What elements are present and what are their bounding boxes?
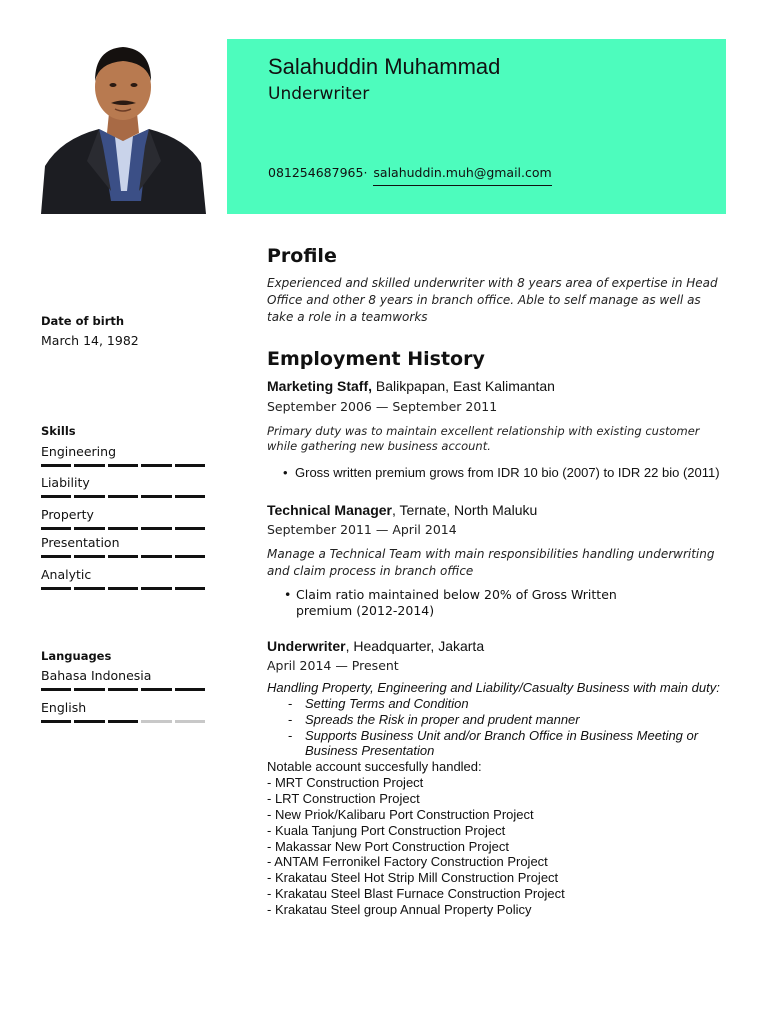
email-link[interactable]: salahuddin.muh@gmail.com xyxy=(373,165,551,186)
rating-segment xyxy=(108,720,138,723)
contact-separator: · xyxy=(363,165,368,180)
rating-segment xyxy=(41,555,71,558)
job-3-duties xyxy=(288,696,718,759)
phone-number: 081254687965 xyxy=(268,165,364,180)
notable-item: - Krakatau Steel Blast Furnace Construction Project xyxy=(267,886,565,902)
rating-segment xyxy=(175,587,205,590)
rating-row xyxy=(41,668,205,691)
rating-bar xyxy=(41,527,205,530)
job-2-bullet xyxy=(284,587,676,619)
duty-item xyxy=(288,728,718,758)
rating-bar xyxy=(41,587,205,590)
bullet-icon: • xyxy=(284,587,292,602)
rating-segment xyxy=(74,464,104,467)
rating-bar xyxy=(41,495,205,498)
duty-text: Spreads the Risk in proper and prudent manner xyxy=(305,712,580,727)
rating-bar xyxy=(41,555,205,558)
rating-label: Analytic xyxy=(41,567,92,582)
rating-segment xyxy=(141,527,171,530)
job-2-title xyxy=(267,502,537,518)
rating-segment xyxy=(141,555,171,558)
rating-segment xyxy=(141,720,171,723)
job-3-dates: April 2014 — Present xyxy=(267,658,399,673)
profile-photo xyxy=(41,41,206,214)
rating-segment xyxy=(175,464,205,467)
job-2-role: Technical Manager xyxy=(267,502,393,518)
notable-item: - Kuala Tanjung Port Construction Project xyxy=(267,822,506,838)
rating-segment xyxy=(175,555,205,558)
header-banner xyxy=(227,39,726,214)
rating-segment xyxy=(74,555,104,558)
rating-segment xyxy=(141,464,171,467)
rating-row xyxy=(41,535,205,558)
job-1-bullet-text: Gross written premium grows from IDR 10 bio (2007) to IDR 22 bio (2011) xyxy=(295,465,720,480)
job-1-bullet xyxy=(283,465,720,481)
notable-item: - MRT Construction Project xyxy=(267,774,424,790)
skills-label: Skills xyxy=(41,424,76,438)
rating-row xyxy=(41,700,205,723)
rating-row xyxy=(41,444,205,467)
rating-segment xyxy=(41,587,71,590)
duty-text: Setting Terms and Condition xyxy=(305,696,469,711)
rating-segment xyxy=(74,720,104,723)
job-1-dates: September 2006 — September 2011 xyxy=(267,399,498,414)
job-3-title xyxy=(267,638,484,654)
job-2-location: , Ternate, North Maluku xyxy=(392,502,538,518)
person-name: Salahuddin Muhammad xyxy=(268,54,501,79)
rating-segment xyxy=(41,688,71,691)
job-3-role: Underwriter xyxy=(267,638,346,654)
job-1-role: Marketing Staff, xyxy=(267,378,373,394)
duty-text: Supports Business Unit and/or Branch Office in Business Meeting or Business Presentation xyxy=(305,728,699,758)
rating-bar xyxy=(41,464,205,467)
notable-item: - Krakatau Steel group Annual Property Policy xyxy=(267,902,532,918)
rating-segment xyxy=(74,587,104,590)
job-2-dates: September 2011 — April 2014 xyxy=(267,522,457,537)
rating-segment xyxy=(175,688,205,691)
rating-segment xyxy=(108,587,138,590)
rating-segment xyxy=(108,555,138,558)
rating-segment xyxy=(141,688,171,691)
rating-label: Liability xyxy=(41,475,90,490)
duty-item xyxy=(288,696,718,711)
notable-item: - Makassar New Port Construction Project xyxy=(267,838,510,854)
rating-segment xyxy=(175,527,205,530)
profile-text: Experienced and skilled underwriter with 8 years area of expertise in Head Office and other 8 years in branch office. Able to self manage as well as take a role in a teamworks xyxy=(267,276,718,324)
dash-icon: - xyxy=(288,696,293,711)
rating-bar xyxy=(41,688,205,691)
rating-segment xyxy=(108,464,138,467)
rating-label: Presentation xyxy=(41,535,120,550)
job-2-description: Manage a Technical Team with main responsibilities handling underwriting and claim process in branch office xyxy=(267,547,715,578)
contact-line xyxy=(268,165,552,186)
notable-item: - Krakatau Steel Hot Strip Mill Construction Project xyxy=(267,870,559,886)
job-title: Underwriter xyxy=(268,84,370,104)
rating-label: Engineering xyxy=(41,444,116,459)
languages-label: Languages xyxy=(41,649,112,663)
rating-row xyxy=(41,567,205,590)
notable-intro: Notable account succesfully handled: xyxy=(267,759,482,774)
rating-segment xyxy=(108,527,138,530)
dob-label: Date of birth xyxy=(41,314,125,328)
profile-photo-illustration xyxy=(41,41,206,214)
rating-segment xyxy=(108,688,138,691)
rating-label: Bahasa Indonesia xyxy=(41,668,152,683)
profile-heading: Profile xyxy=(267,245,337,267)
rating-segment xyxy=(41,495,71,498)
rating-segment xyxy=(41,464,71,467)
job-1-description: Primary duty was to maintain excellent relationship with existing customer while gathering new business account. xyxy=(267,424,700,453)
duty-item xyxy=(288,712,718,727)
dash-icon: - xyxy=(288,728,293,743)
job-1-title xyxy=(267,378,555,394)
rating-segment xyxy=(141,587,171,590)
bullet-icon: • xyxy=(283,465,288,480)
rating-segment xyxy=(108,495,138,498)
rating-bar xyxy=(41,720,205,723)
rating-segment xyxy=(74,688,104,691)
dob-value: March 14, 1982 xyxy=(41,333,139,348)
rating-label: English xyxy=(41,700,87,715)
job-1-location: Balikpapan, East Kalimantan xyxy=(372,378,555,394)
rating-row xyxy=(41,507,205,530)
rating-segment xyxy=(175,720,205,723)
dash-icon: - xyxy=(288,712,293,727)
rating-row xyxy=(41,475,205,498)
rating-segment xyxy=(74,527,104,530)
job-3-location: , Headquarter, Jakarta xyxy=(345,638,485,654)
employment-heading: Employment History xyxy=(267,348,485,370)
rating-label: Property xyxy=(41,507,94,522)
rating-segment xyxy=(175,495,205,498)
job-2-bullet-text: Claim ratio maintained below 20% of Gross Written premium (2012-2014) xyxy=(296,587,617,618)
rating-segment xyxy=(41,527,71,530)
notable-item: - New Priok/Kalibaru Port Construction Project xyxy=(267,806,534,822)
rating-segment xyxy=(41,720,71,723)
rating-segment xyxy=(74,495,104,498)
notable-item: - LRT Construction Project xyxy=(267,790,420,806)
rating-segment xyxy=(141,495,171,498)
notable-accounts xyxy=(267,759,565,918)
notable-item: - ANTAM Ferronikel Factory Construction Project xyxy=(267,854,548,870)
job-3-duty-intro: Handling Property, Engineering and Liability/Casualty Business with main duty: xyxy=(267,680,720,695)
